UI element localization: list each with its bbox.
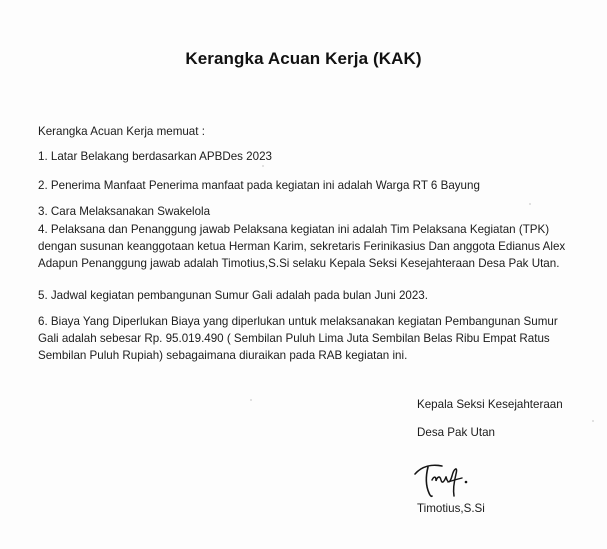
list-item-line: 4. Pelaksana dan Penanggung jawab Pelaksana kegiatan ini adalah Tim Pelaksana Kegiatan (TPK) bbox=[38, 223, 550, 236]
list-item-line: Gali adalah sebesar Rp. 95.019.490 ( Sembilan Puluh Lima Juta Sembilan Belas Ribu Empat Ratus bbox=[38, 332, 550, 345]
scan-speck bbox=[250, 399, 252, 401]
list-item-line: Sembilan Puluh Rupiah) sebagaimana diuraikan pada RAB kegiatan ini. bbox=[38, 349, 408, 362]
scan-speck bbox=[592, 420, 594, 422]
list-item-line: dengan susunan keanggotaan ketua Herman Karim, sekretaris Ferinikasius Dan anggota Edianus Alex bbox=[38, 240, 566, 253]
intro-text: Kerangka Acuan Kerja memuat : bbox=[38, 125, 205, 138]
list-item-cara-melaksanakan: 3. Cara Melaksanakan Swakelola bbox=[38, 205, 211, 218]
list-item-biaya bbox=[38, 313, 558, 364]
scan-speck bbox=[529, 203, 531, 205]
list-item-penerima-manfaat: 2. Penerima Manfaat Penerima manfaat pada kegiatan ini adalah Warga RT 6 Bayung bbox=[38, 179, 480, 192]
scan-speck bbox=[262, 165, 264, 167]
list-item-latar-belakang: 1. Latar Belakang berdasarkan APBDes 2023 bbox=[38, 150, 272, 163]
list-item-pelaksana bbox=[38, 221, 565, 272]
signer-position: Kepala Seksi Kesejahteraan bbox=[417, 398, 563, 411]
list-item-line: 6. Biaya Yang Diperlukan Biaya yang diperlukan untuk melaksanakan kegiatan Pembangunan Sumur bbox=[38, 315, 558, 328]
signer-name: Timotius,S.Si bbox=[417, 502, 485, 515]
handwritten-signature bbox=[412, 460, 470, 502]
document-title: Kerangka Acuan Kerja (KAK) bbox=[185, 49, 422, 68]
signer-village: Desa Pak Utan bbox=[417, 426, 495, 439]
list-item-line: Adapun Penanggung jawab adalah Timotius,S.Si selaku Kepala Seksi Kesejahteraan Desa Pak Utan. bbox=[38, 257, 560, 270]
list-item-jadwal: 5. Jadwal kegiatan pembangunan Sumur Gali adalah pada bulan Juni 2023. bbox=[38, 289, 428, 302]
